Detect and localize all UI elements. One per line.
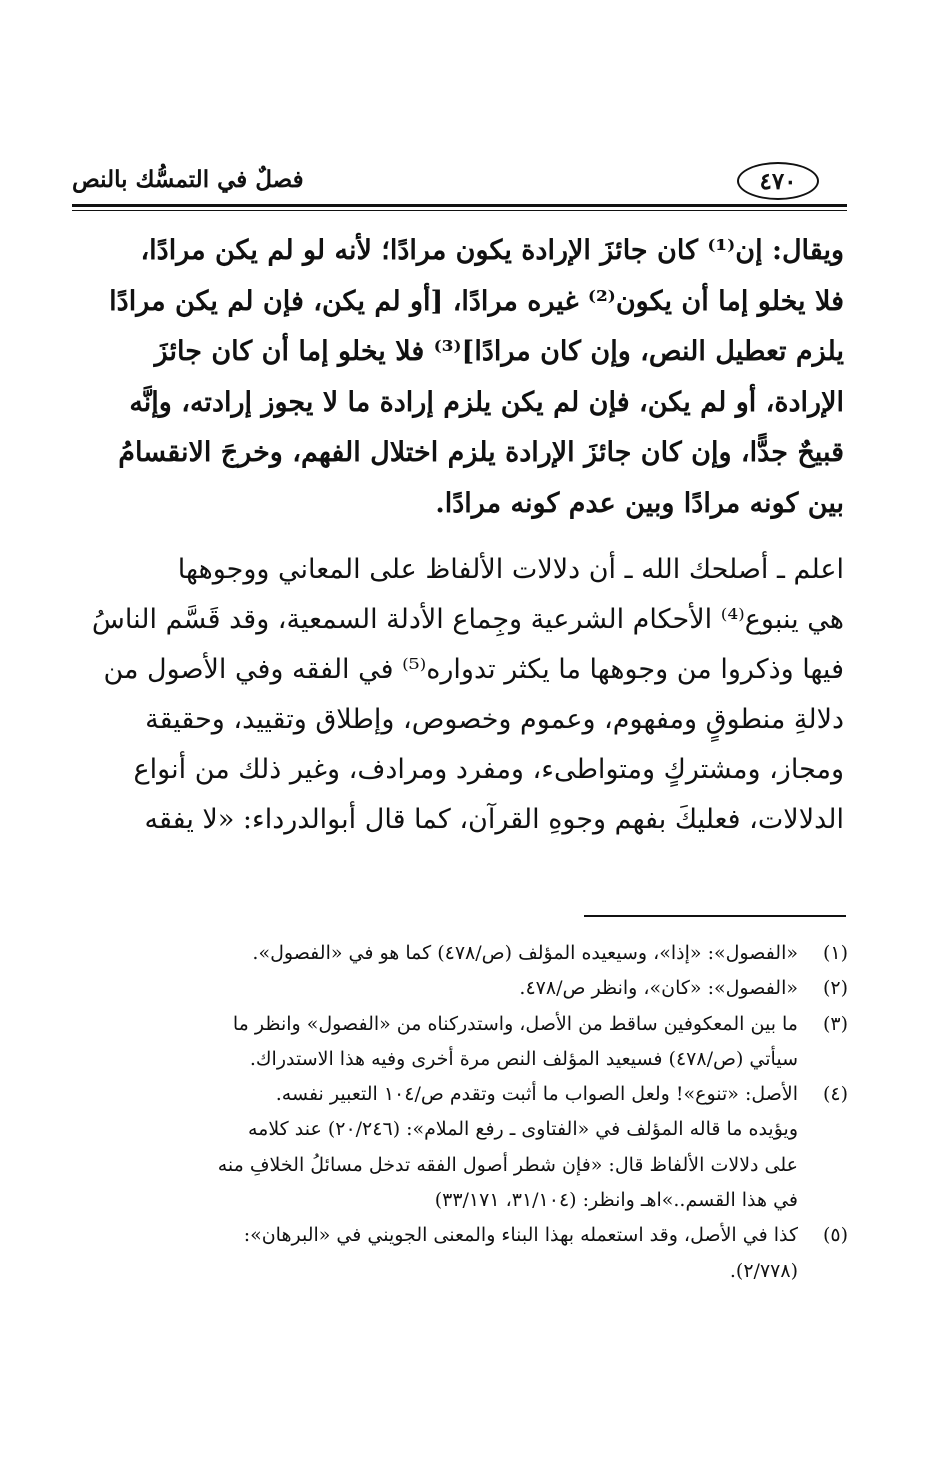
footnote-line: ويؤيده ما قاله المؤلف في «الفتاوى ـ رفع الملام»: (٢٠/٢٤٦) عند كلامه: [247, 1118, 798, 1141]
paragraph-1: [74, 226, 844, 529]
footnote-5: [76, 1218, 848, 1289]
footnote-line: «الفصول»: «كان»، وانظر ص/٤٧٨.: [519, 977, 798, 1000]
text-line: دلالةِ منطوقٍ ومفهوم، وعموم وخصوص، وإطلاق وتقييد، وحقيقة: [145, 704, 844, 735]
text-line: بين كونه مرادًا وبين عدم كونه مرادًا.: [435, 487, 844, 519]
page-number: ٤٧٠: [737, 162, 819, 200]
page-header: [72, 160, 847, 206]
text-line: قبيحٌ جدًّا، وإن كان جائزَ الإرادة يلزم اختلال الفهم، وخرجَ الانقسامُ: [118, 437, 844, 468]
footnote-line: الأصل: «تنوع»! ولعل الصواب ما أثبت وتقدم ص/١٠٤ التعبير نفسه.: [275, 1083, 798, 1106]
paragraph-2: [74, 545, 844, 845]
footnote-2: [76, 971, 848, 1006]
footnote-number: (٤): [822, 1083, 848, 1106]
text-line: ويقال: إن⁽¹⁾ كان جائزَ الإرادة يكون مرادًا؛ لأنه لو لم يكن مرادًا،: [140, 235, 844, 266]
text-line: ومجاز، ومشتركٍ ومتواطىء، ومفرد ومرادف، وغير ذلك من أنواع: [133, 754, 844, 785]
footnote-line: في هذا القسم..»اهـ وانظر: (٣١/١٠٤، ٣٣/١٧١): [434, 1189, 798, 1212]
text-line: فيها وذكروا من وجوهها ما يكثر تدواره⁽⁵⁾ في الفقه وفي الأصول من: [103, 654, 844, 685]
footnote-3: [76, 1007, 848, 1078]
footnote-line: على دلالات الألفاظ قال: «فإن شطر أصول الفقه تدخل مسائلُ الخلافِ منه: [217, 1153, 798, 1176]
header-rule: [72, 204, 847, 207]
footnote-1: [76, 936, 848, 971]
footnote-line: كذا في الأصل، وقد استعمله بهذا البناء والمعنى الجويني في «البرهان»:: [243, 1224, 798, 1247]
footnote-number: (١): [822, 942, 848, 964]
text-line: يلزم تعطيل النص، وإن كان مرادًا]⁽³⁾ فلا يخلو إما أن كان جائزَ: [154, 336, 844, 367]
footnote-number: (٣): [822, 1012, 848, 1035]
footnote-number: (٥): [822, 1224, 848, 1247]
footnote-number: (٢): [822, 977, 848, 1000]
text-line: الإرادة، أو لم يكن، فإن لم يكن يلزم إرادة ما لا يجوز إرادته، وإنَّه: [129, 386, 844, 418]
text-line: فلا يخلو إما أن يكون⁽²⁾ غيره مرادًا، [أو لم يكن، فإن لم يكن مرادًا: [109, 285, 844, 317]
footnotes: [76, 936, 848, 1289]
running-title: فصلٌ في التمسُّك بالنص: [72, 166, 304, 193]
footnote-line: سيأتي (ص/٤٧٨) فسيعيد المؤلف النص مرة أخرى وفيه هذا الاستدراك.: [249, 1047, 798, 1070]
footnote-line: «الفصول»: «إذا»، وسيعيده المؤلف (ص/٤٧٨) كما هو في «الفصول».: [252, 942, 798, 964]
header-rule-thin: [72, 210, 847, 211]
text-line: هي ينبوع⁽⁴⁾ الأحكام الشرعية وجِماع الأدلة السمعية، وقد قَسَّم الناسُ: [91, 604, 844, 635]
text-line: اعلم ـ أصلحك الله ـ أن دلالات الألفاظ على المعاني ووجوهها: [177, 554, 844, 585]
text-line: الدلالات، فعليكَ بفهم وجوهِ القرآن، كما قال أبوالدرداء: «لا يفقه: [144, 804, 844, 835]
footnote-line: (٢/٧٧٨).: [729, 1259, 798, 1282]
footnote-4: [76, 1077, 848, 1218]
footnote-line: ما بين المعكوفين ساقط من الأصل، واستدركناه من «الفصول» وانظر ما: [232, 1012, 798, 1035]
footnote-separator: [584, 915, 846, 917]
